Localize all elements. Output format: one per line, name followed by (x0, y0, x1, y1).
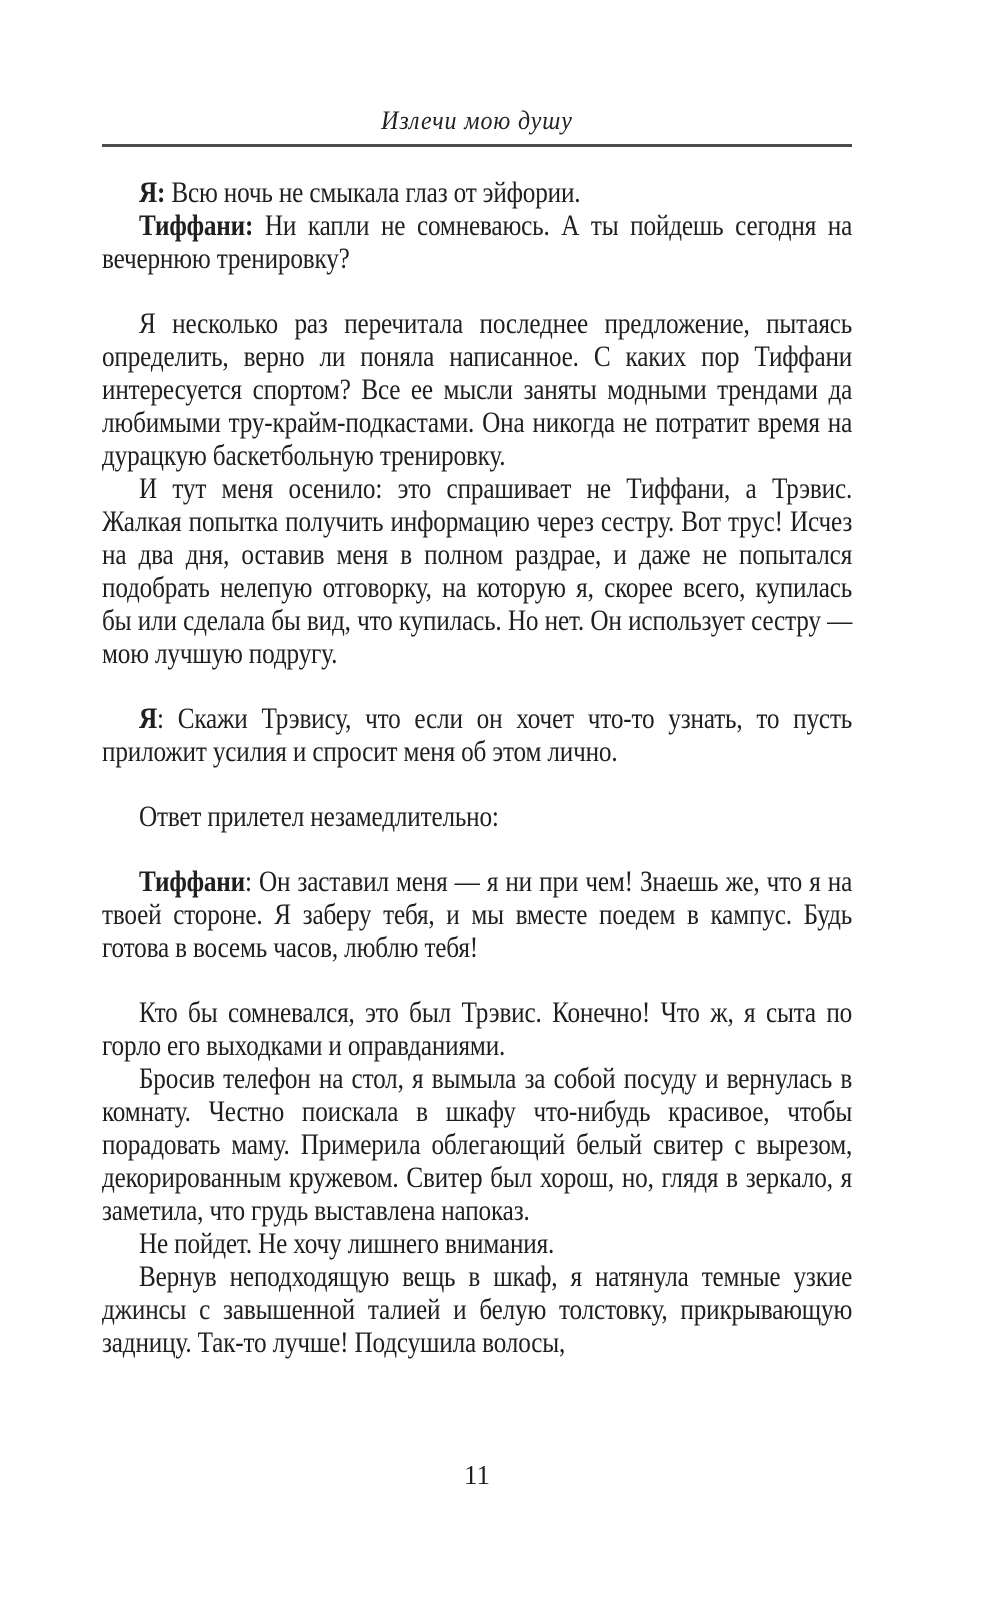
paragraph-text: Я несколько раз перечитала последнее предложение, пытаясь определить, верно ли поняла написанное. С каких пор Тиффани интересуется спортом? Все ее мысли заняты модными трендами да любимыми тру-крайм-подкастами. Она никогда не потратит время на дурацкую баскетбольную тренировку. (102, 307, 853, 472)
paragraph (102, 1260, 852, 1359)
paragraph-text: И тут меня осенило: это спрашивает не Тиффани, а Трэвис. Жалкая попытка получить информацию через сестру. Вот трус! Исчез на два дня, оставив меня в полном раздрае, и даже не попытался подобрать нелепую отговорку, на которую я, скорее всего, купилась бы или сделала бы вид, что купилась. Но нет. Он использует сестру — мою лучшую подругу. (102, 472, 853, 670)
paragraph-text: Вернув неподходящую вещь в шкаф, я натянула темные узкие джинсы с завышенной талией и белую толстовку, прикрывающую задницу. Так-то лучше! Подсушила волосы, (102, 1260, 853, 1359)
paragraph (102, 209, 852, 275)
page-body (102, 176, 852, 1359)
paragraph (102, 1227, 852, 1260)
paragraph (102, 1062, 852, 1227)
paragraph-text: Не пойдет. Не хочу лишнего внимания. (138, 1227, 555, 1260)
paragraph-text: Ни капли не сомневаюсь. А ты пойдешь сегодня на вечернюю тренировку? (102, 209, 853, 275)
paragraph-text: : Он заставил меня — я ни при чем! Знаешь же, что я на твоей стороне. Я заберу тебя, и мы вместе поедем в кампус. Будь готова в восемь часов, люблю тебя! (102, 865, 853, 964)
speaker-label: Я (138, 702, 157, 735)
page-number: 11 (464, 1460, 490, 1490)
text-column (102, 176, 852, 1359)
paragraph-text: Бросив телефон на стол, я вымыла за собой посуду и вернулась в комнату. Честно поискала в шкафу что-нибудь красивое, чтобы порадовать маму. Примерила облегающий белый свитер с вырезом, декорированным кружевом. Свитер был хорош, но, глядя в зеркало, я заметила, что грудь выставлена напоказ. (102, 1062, 853, 1227)
paragraph (102, 702, 852, 768)
paragraph (102, 800, 852, 833)
paragraph-text: Кто бы сомневался, это был Трэвис. Конечно! Что ж, я сыта по горло его выходками и оправданиями. (102, 996, 853, 1062)
paragraph (102, 472, 852, 670)
paragraph-text: Ответ прилетел незамедлительно: (138, 800, 499, 833)
header-rule (102, 144, 852, 147)
paragraph (102, 865, 852, 964)
paragraph-text: Всю ночь не смыкала глаз от эйфории. (165, 176, 581, 209)
page-footer (102, 1460, 852, 1491)
speaker-label: Тиффани (138, 865, 245, 898)
running-title: Излечи мою душу (381, 106, 573, 135)
paragraph-text: : Скажи Трэвису, что если он хочет что-то узнать, то пусть приложит усилия и спросит меня об этом лично. (102, 702, 853, 768)
paragraph (102, 307, 852, 472)
paragraph (102, 176, 852, 209)
speaker-label: Тиффани: (138, 209, 254, 242)
speaker-label: Я: (138, 176, 166, 209)
paragraph (102, 996, 852, 1062)
page-header (102, 0, 852, 147)
